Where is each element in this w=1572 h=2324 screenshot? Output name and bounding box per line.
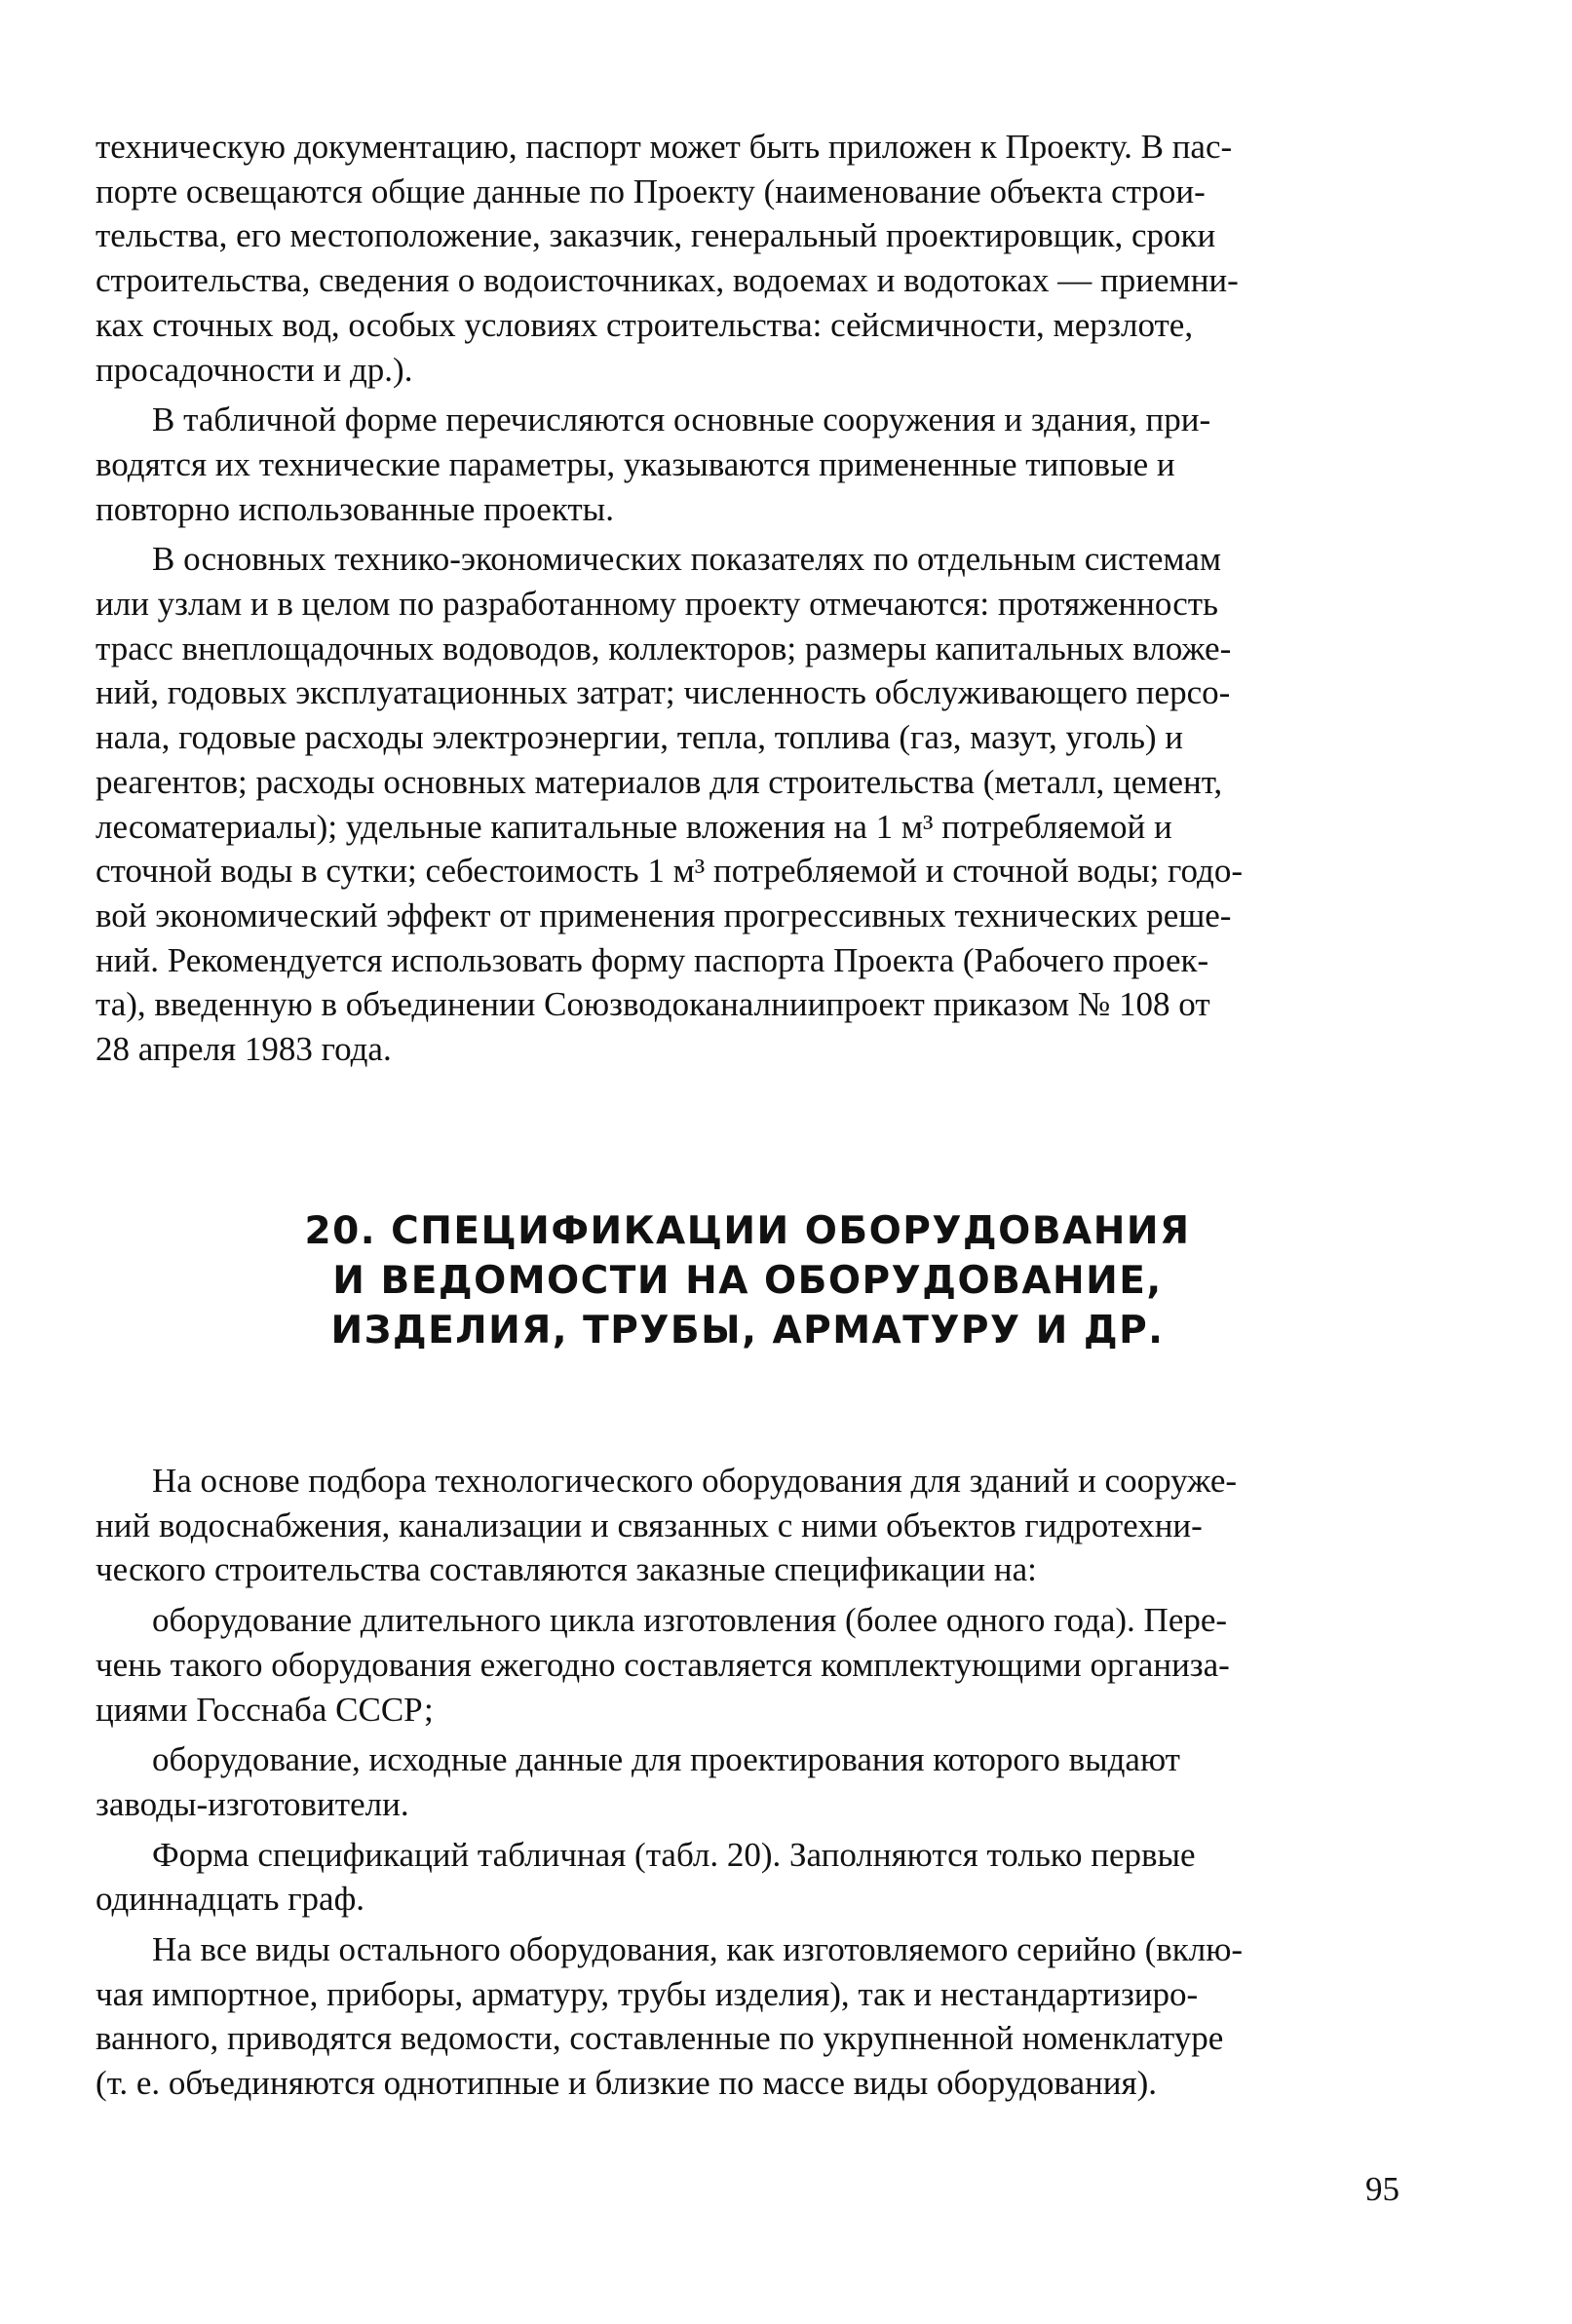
paragraph-specification-form: Форма спецификаций табличная (табл. 20). Заполняются только первые одиннадцать граф. xyxy=(96,1835,1196,1919)
paragraph-manufacturer-data: оборудование, исходные данные для проектирования которого выдают заводы-изготовители. xyxy=(96,1740,1180,1823)
paragraph-long-cycle-equipment: оборудование длительного цикла изготовления (более одного года). Пере- чень такого оборудования ежегодно составляется комплектующими организа- циями Госснаба СССР; xyxy=(96,1601,1230,1729)
paragraph-specifications-intro: На основе подбора технологического оборудования для зданий и сооруже- ний водоснабжения, канализации и связанных с ними объектов гидротехни- ческого строительства составляются заказные спецификации на: xyxy=(96,1462,1238,1589)
paragraph-table-form: В табличной форме перечисляются основные сооружения и здания, при- водятся их технические параметры, указываются примененные типовые и повторно использованные проекты. xyxy=(96,400,1211,528)
paragraph-economic-indicators: В основных технико-экономических показателях по отдельным системам или узлам и в целом по разработанному проекту отмечаются: протяженность трасс внеплощадочных водоводов, коллекторов; размеры капитальных вложе- ний, годовых эксплуатационных затрат; численность обслуживающего персо- нала, годовые расходы электроэнергии, тепла, топлива (газ, мазут, уголь) и реагентов; расходы основных материалов для строительства (металл, цемент, лесоматериалы); удельные капитальные вложения на 1 м³ потребляемой и сточной воды в сутки; себестоимость 1 м³ потребляемой и сточной воды; годо- вой экономический эффект от применения прогрессивных технических реше- ний. Рекомендуется использовать форму паспорта Проекта (Рабочего проек- та), введенную в объединении Союзводоканалниипроект приказом № 108 от 28 апреля 1983 года. xyxy=(96,540,1243,1069)
paragraph-other-equipment: На все виды остального оборудования, как изготовляемого серийно (вклю- чая импортное, приборы, арматуру, трубы изделия), так и нестандартизиро- ванного, приводятся ведомости, составленные по укрупненной номенклатуре (т. е. объединяются однотипные и близкие по массе виды оборудования). xyxy=(96,1930,1244,2103)
paragraph-passport-contents: техническую документацию, паспорт может быть приложен к Проекту. В пас- порте освещаются общие данные по Проекту (наименование объекта строи- тельства, его местоположение, заказчик, генеральный проектировщик, сроки строительства, сведения о водоисточниках, водоемах и водотоках — приемни- ках сточных вод, особых условиях строительства: сейсмичности, мерзлоте, просадочности и др.). xyxy=(96,128,1239,389)
section-heading: 20. СПЕЦИФИКАЦИИ ОБОРУДОВАНИЯ И ВЕДОМОСТИ НА ОБОРУДОВАНИЕ, ИЗДЕЛИЯ, ТРУБЫ, АРМАТУРУ И ДР. xyxy=(304,1209,1191,1352)
page-number: 95 xyxy=(1365,2170,1399,2208)
top-text-block xyxy=(96,125,1399,1072)
bottom-text-block xyxy=(96,1459,1399,2106)
